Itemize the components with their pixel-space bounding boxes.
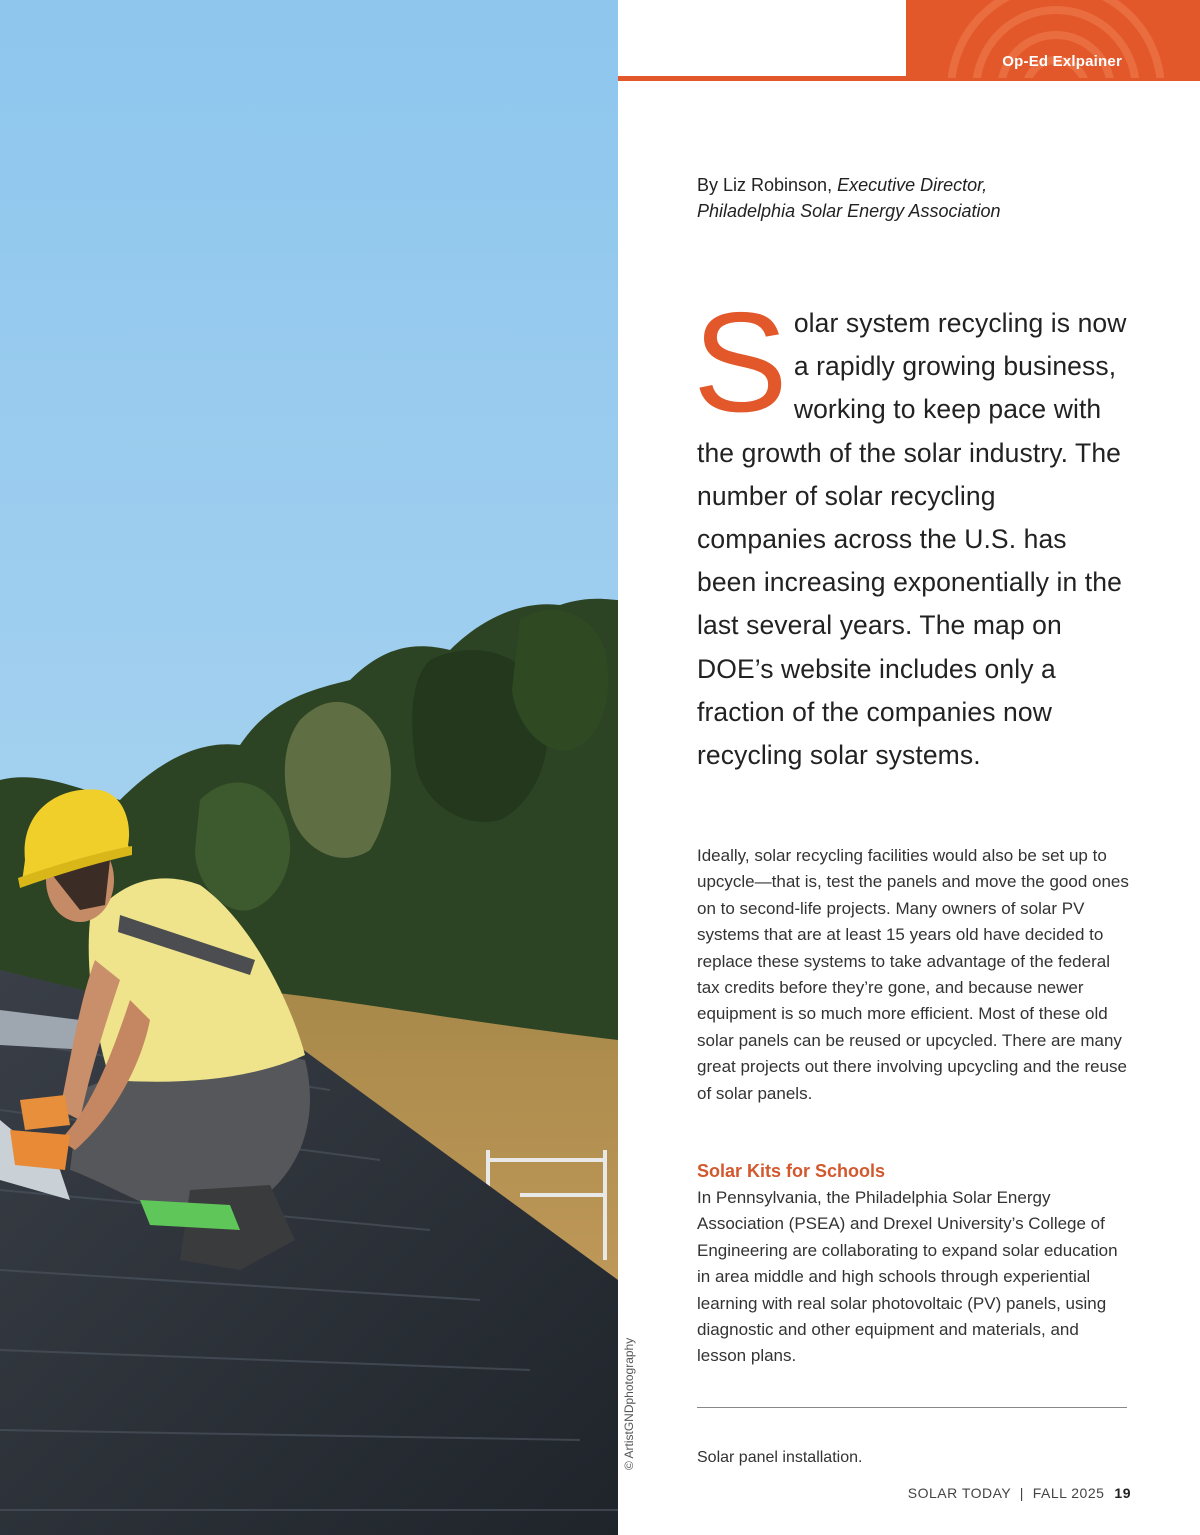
section-tag: Op-Ed Exlpainer <box>1002 53 1122 70</box>
body-paragraph-1: Ideally, solar recycling facilities would also be set up to upcycle—that is, test the panels and move the good ones on to second-life projects. Many owners of solar PV systems that are at least 15 years old have decided to replace these systems to take advantage of the federal tax credits before they’re gone, and because newer equipment is so much more efficient. Most of these old solar panels can be reused or upcycled. There are many great projects out there involving upcycling and the reuse of solar panels. <box>697 846 1129 1103</box>
subhead: Solar Kits for Schools <box>697 1161 886 1181</box>
byline-role: Executive Director, <box>837 175 988 195</box>
lede-text: olar system recycling is now a rapidly growing business, working to keep pace with the growth of the solar industry. The number of solar recycling companies across the U.S. has been increasing exponentially in the last several years. The map on DOE’s website includes only a fraction of the companies now recycling solar systems. <box>697 308 1127 771</box>
byline <box>697 172 1129 224</box>
byline-organization: Philadelphia Solar Energy Association <box>697 201 1001 221</box>
publication-name: SOLAR TODAY | FALL 2025 <box>907 1485 1105 1501</box>
lede-paragraph <box>693 283 1129 777</box>
drop-cap: S <box>693 283 788 442</box>
byline-author: By Liz Robinson, <box>697 175 838 195</box>
page-number: 19 <box>1114 1485 1131 1501</box>
section-tag-block <box>906 0 1200 78</box>
photo-caption: Solar panel installation. <box>697 1449 863 1466</box>
body-paragraph-2: In Pennsylvania, the Philadelphia Solar Energy Association (PSEA) and Drexel University’s College of Engineering are collaborating to expand solar education in area middle and high schools through experiential learning with real solar photovoltaic (PV) panels, using diagnostic and other equipment and materials, and lesson plans. <box>697 1188 1118 1366</box>
page-footer <box>908 1485 1131 1501</box>
caption-divider <box>697 1407 1127 1408</box>
photo-credit: © ArtistGNDphotography <box>622 1337 636 1470</box>
